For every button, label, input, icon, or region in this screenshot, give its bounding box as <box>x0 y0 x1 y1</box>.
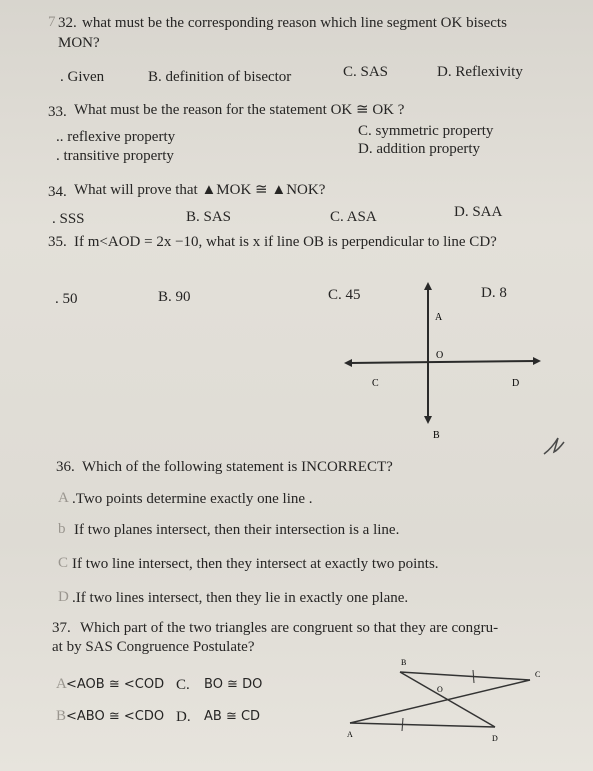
arrow-down <box>424 416 432 424</box>
q34-stem: What will prove that ▲MOK ≅ ▲NOK? <box>74 182 326 198</box>
label-c: C <box>372 378 379 389</box>
q36-margin-c: C <box>58 555 69 571</box>
label-o: O <box>437 685 443 694</box>
q37-option-d: AB ≅ CD <box>204 709 261 724</box>
q34-option-d: D. SAA <box>454 204 503 220</box>
label-a: A <box>435 312 443 323</box>
q32-stem-line2: MON? <box>58 35 100 51</box>
q33-option-a: .. reflexive property <box>56 129 176 145</box>
tick-top <box>473 670 474 683</box>
q33-stem: What must be the reason for the statement OK ≅ OK ? <box>74 102 405 118</box>
q32-option-a: . Given <box>60 69 105 85</box>
q37-stem-line2: at by SAS Congruence Postulate? <box>52 639 255 655</box>
margin-mark: 7 <box>48 14 56 30</box>
q37-option-c: BO ≅ DO <box>204 677 263 692</box>
q33-option-d: D. addition property <box>358 141 481 157</box>
label-d: D <box>512 378 520 389</box>
label-c: C <box>535 670 541 679</box>
arrow-up <box>424 282 432 290</box>
q37-margin-b: B <box>56 708 67 724</box>
q36-margin-d: D <box>58 589 69 605</box>
q35-number: 35. <box>48 234 67 250</box>
q34-option-b: B. SAS <box>186 209 232 225</box>
q36-stem: Which of the following statement is INCORRECT? <box>82 459 393 475</box>
segment-bc <box>400 672 530 680</box>
q35-perpendicular-lines-figure <box>340 280 550 450</box>
q37-stem-line1: Which part of the two triangles are congruent so that they are congru- <box>80 620 499 636</box>
arrow-right <box>533 357 541 365</box>
q32-stem-line1: what must be the corresponding reason which line segment OK bisects <box>82 15 507 31</box>
q32-number: 32. <box>58 15 77 31</box>
label-a: A <box>347 730 353 739</box>
q37-option-d-label: D. <box>176 709 191 725</box>
label-d: D <box>492 734 498 743</box>
q36-margin-b: b <box>58 521 66 537</box>
q33-number: 33. <box>48 104 67 120</box>
q37-margin-a: A <box>56 676 67 692</box>
q33-option-b: . transitive property <box>56 148 174 164</box>
q37-bowtie-triangles-figure <box>345 655 560 765</box>
q32-option-c: C. SAS <box>343 64 389 80</box>
q32-option-b: B. definition of bisector <box>148 69 292 85</box>
q36-option-b: If two planes intersect, then their intersection is a line. <box>74 522 400 538</box>
q35-stem: If m<AOD = 2x −10, what is x if line OB is perpendicular to line CD? <box>74 234 497 250</box>
q36-option-d: .If two lines intersect, then they lie in exactly one plane. <box>72 590 409 606</box>
q34-option-c: C. ASA <box>330 209 377 225</box>
q36-number: 36. <box>56 459 75 475</box>
tick-bottom <box>402 718 403 731</box>
q37-option-b: <ABO ≅ <CDO <box>66 709 165 724</box>
label-o: O <box>436 350 444 361</box>
q37-option-a: <AOB ≅ <COD <box>66 677 165 692</box>
q32-option-d: D. Reflexivity <box>437 64 523 80</box>
q36-option-c: If two line intersect, then they intersect at exactly two points. <box>72 556 439 572</box>
q37-number: 37. <box>52 620 71 636</box>
q35-option-c: C. 45 <box>328 287 361 303</box>
q36-margin-a: A <box>58 490 69 506</box>
label-b: B <box>433 430 440 441</box>
line-cd <box>350 361 536 363</box>
segment-ad <box>350 723 495 727</box>
q36-option-a: .Two points determine exactly one line . <box>72 491 313 507</box>
q37-option-c-label: C. <box>176 677 190 693</box>
q35-option-a: . 50 <box>55 291 78 307</box>
q35-option-b: B. 90 <box>158 289 191 305</box>
q35-option-d: D. 8 <box>481 285 507 301</box>
pencil-mark <box>540 420 570 460</box>
q33-option-c: C. symmetric property <box>358 123 494 139</box>
label-b: B <box>401 658 407 667</box>
q34-number: 34. <box>48 184 67 200</box>
q34-option-a: . SSS <box>52 211 85 227</box>
arrow-left <box>344 359 352 367</box>
